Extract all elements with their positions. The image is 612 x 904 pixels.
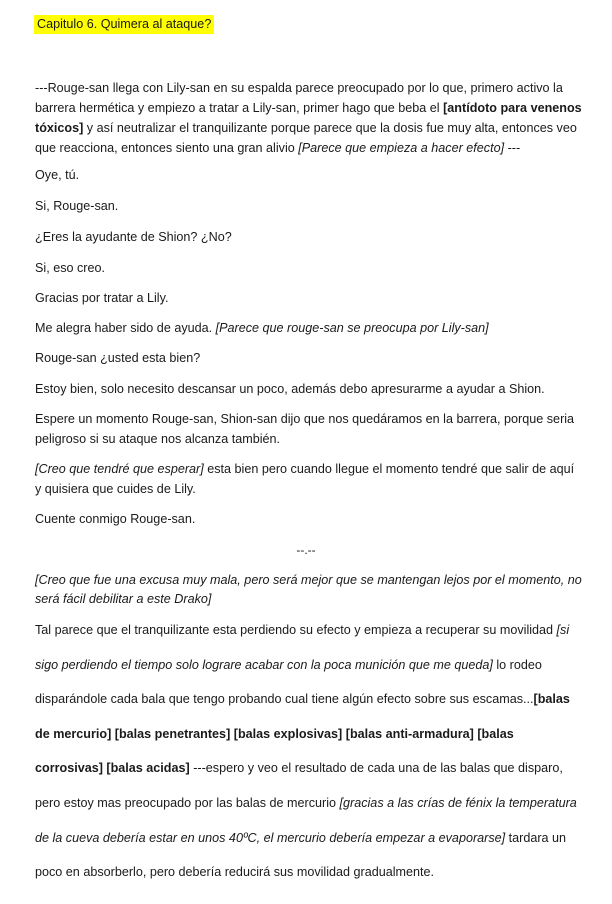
thought-italic: [Parece que rouge-san se preocupa por Lily-san] [215, 321, 489, 335]
thought-paragraph [35, 571, 583, 609]
dialogue-line [35, 459, 583, 499]
text-run: ---espero y veo el resultado de cada una de las balas que disparo, pero estoy mas preocupado por las balas de mercurio [35, 761, 563, 810]
thought-italic: [gracias a las crías de fénix la temperatura de la cueva debería estar en unos 40ºC, el mercurio debería empezar a evaporarse] [35, 795, 577, 845]
dialogue-line: Cuente conmigo Rouge-san. [35, 512, 196, 526]
dialogue-line: Oye, tú. [35, 168, 80, 182]
chapter-title: Capitulo 6. Quimera al ataque? [34, 15, 214, 34]
dialogue-line: Espere un momento Rouge-san, Shion-san dijo que nos quedáramos en la barrera, porque seria peligroso si su ataque nos alcanza también. [35, 412, 575, 446]
text-run: lo rodeo disparándole cada bala que tengo probando cual tiene algún efecto sobre sus escamas... [35, 657, 542, 707]
thought-italic: [Creo que tendré que esperar] [35, 462, 204, 476]
text-run: esta bien pero cuando llegue el momento tendré que salir de aquí y quisiera que cuides de Lily. [35, 462, 575, 496]
bold-term: [balas de mercurio] [balas penetrantes] [balas explosivas] [balas anti-armadura] [balas corrosivas] [balas acidas] [35, 692, 570, 776]
text-run: Me alegra haber sido de ayuda. [35, 321, 216, 335]
dialogue-line: Si, Rouge-san. [35, 199, 119, 213]
paragraph-intro [35, 78, 583, 158]
text-run: --- [504, 141, 521, 155]
thought-italic: [si sigo perdiendo el tiempo solo lograre acabar con la poca munición que me queda] [35, 623, 570, 672]
dialogue-line: Rouge-san ¿usted esta bien? [35, 351, 201, 365]
paragraph-action [35, 613, 583, 890]
text-run: Tal parece que el tranquilizante esta perdiendo su efecto y empieza a recuperar su movilidad [35, 623, 557, 637]
thought-italic: [Parece que empieza a hacer efecto] [298, 141, 505, 155]
text-run: y así neutralizar el tranquilizante porque parece que la dosis fue muy alta, entonces veo que reacciona, entonces siento una gran alivio [35, 121, 577, 155]
scene-separator: --.-- [296, 543, 316, 557]
bold-term: [antídoto para venenos tóxicos] [35, 101, 582, 135]
dialogue-line: Estoy bien, solo necesito descansar un poco, además debo apresurarme a ayudar a Shion. [35, 382, 545, 396]
dialogue-line: ¿Eres la ayudante de Shion? ¿No? [35, 230, 232, 244]
dialogue-line [35, 318, 583, 338]
dialogue-line: Si, eso creo. [35, 261, 105, 275]
dialogue-line: Gracias por tratar a Lily. [35, 291, 169, 305]
text-run: ---Rouge-san llega con Lily-san en su espalda parece preocupado por lo que, primero activo la barrera hermética y empiezo a tratar a Lily-san, primer hago que beba el [35, 81, 563, 115]
thought-italic: [Creo que fue una excusa muy mala, pero será mejor que se mantengan lejos por el momento, no será fácil debilitar a este Drako] [35, 573, 582, 606]
text-run: tardara un poco en absorberlo, pero debería reducirá sus movilidad gradualmente. [35, 830, 567, 880]
